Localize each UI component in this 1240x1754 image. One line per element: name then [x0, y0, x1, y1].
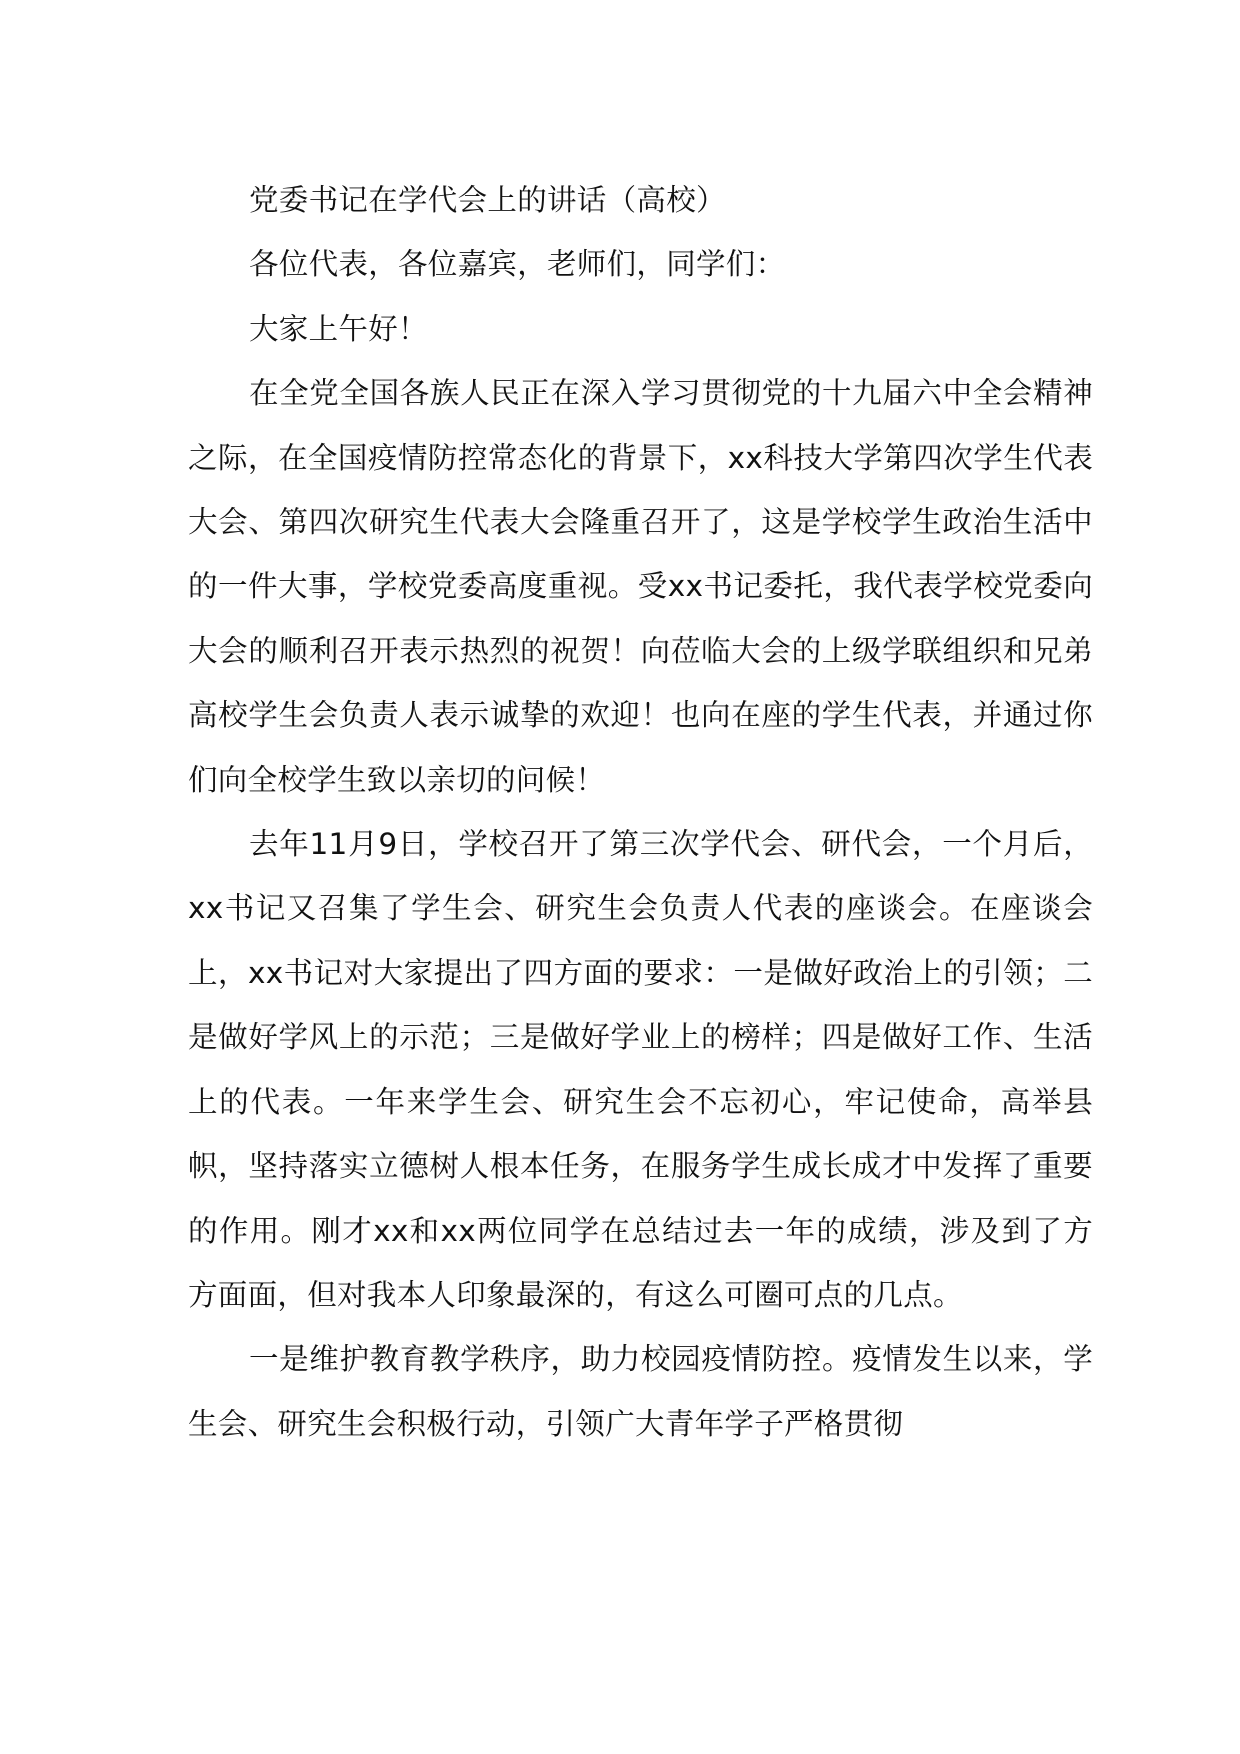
- paragraph-2: 去年11月9日，学校召开了第三次学代会、研代会，一个月后，xx书记又召集了学生会、研究生会负责人代表的座谈会。在座谈会上，xx书记对大家提出了四方面的要求：一是做好政治上的引领；二是做好学风上的示范；三是做好学业上的榜样；四是做好工作、生活上的代表。一年来学生会、研究生会不忘初心，牢记使命，高举县帜，坚持落实立德树人根本任务，在服务学生成长成才中发挥了重要的作用。刚才xx和xx两位同学在总结过去一年的成绩，涉及到了方方面面，但对我本人印象最深的，有这么可圈可点的几点。: [188, 827, 1093, 1312]
- document-body: [188, 168, 1093, 1456]
- document-title: 党委书记在学代会上的讲话（高校）: [249, 183, 726, 217]
- paragraph-1: 在全党全国各族人民正在深入学习贯彻党的十九届六中全会精神之际，在全国疫情防控常态化的背景下，xx科技大学第四次学生代表大会、第四次研究生代表大会隆重召开了，这是学校学生政治生活中的一件大事，学校党委高度重视。受xx书记委托，我代表学校党委向大会的顺利召开表示热烈的祝贺！向莅临大会的上级学联组织和兄弟高校学生会负责人表示诚挚的欢迎！也向在座的学生代表，并通过你们向全校学生致以亲切的问候！: [188, 376, 1093, 797]
- greeting: 大家上午好！: [249, 311, 428, 346]
- salutation: 各位代表，各位嘉宾，老师们，同学们：: [249, 247, 786, 282]
- paragraph-3: 一是维护教育教学秩序，助力校园疫情防控。疫情发生以来，学生会、研究生会积极行动，引领广大青年学子严格贯彻: [188, 1342, 1093, 1441]
